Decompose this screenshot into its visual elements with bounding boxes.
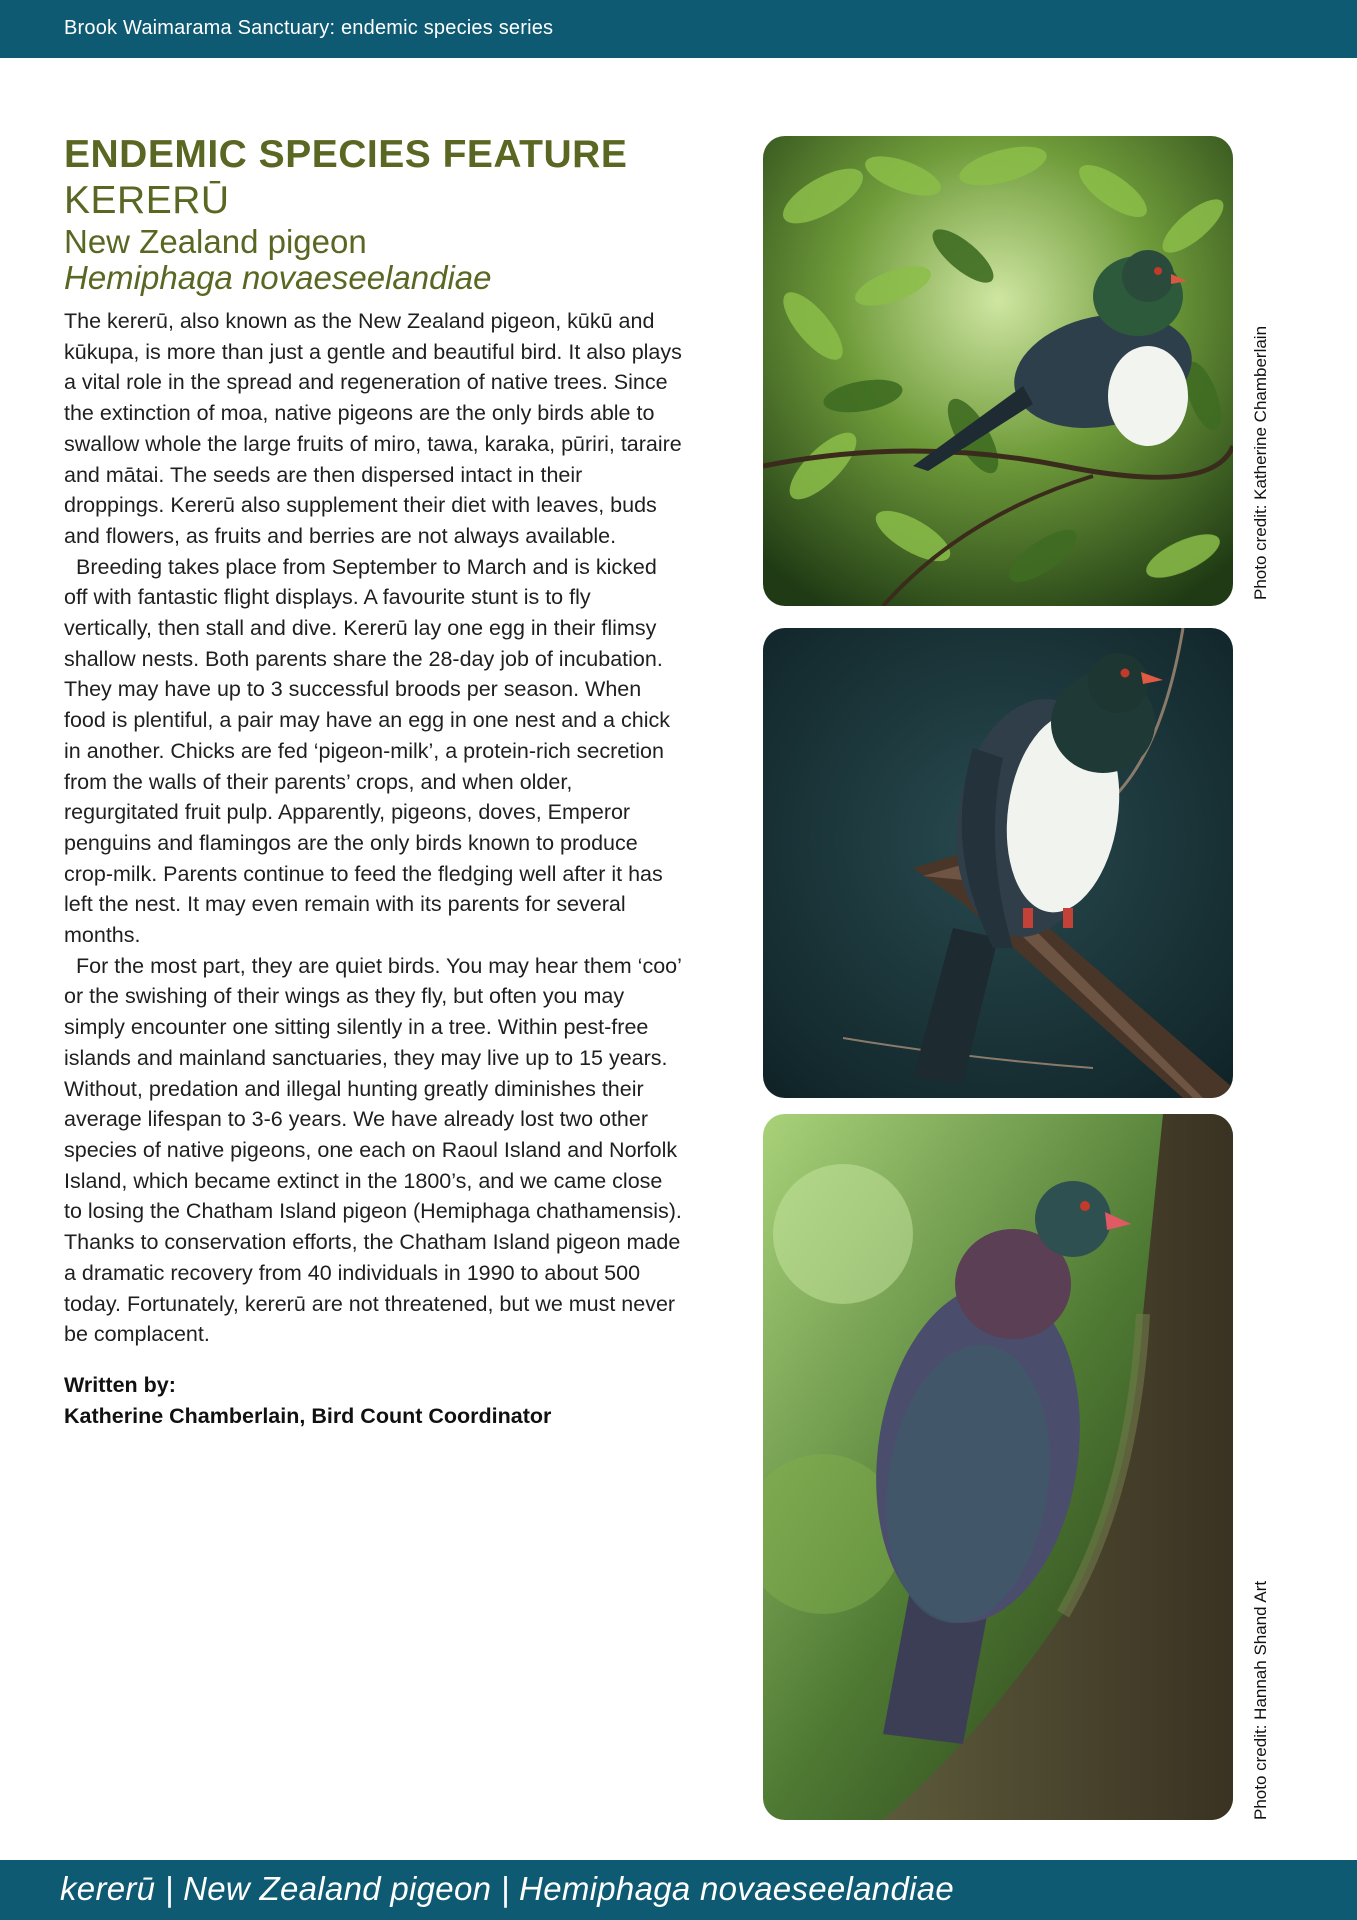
author-block	[64, 1370, 684, 1432]
paragraph-breeding: Breeding takes place from September to March and is kicked off with fantastic flight displays. A favourite stunt is to fly vertically, then stall and dive. Kererū lay one egg in their flimsy shallow nests. Both parents share the 28-day job of incubation. They may have up to 3 successful broods per season. When food is plentiful, a pair may have an egg in one nest and a chick in another. Chicks are fed ‘pigeon-milk’, a protein-rich secretion from the walls of their parents’ crops, and when older, regurgitated fruit pulp. Apparently, pigeons, doves, Emperor penguins and flamingos are the only birds known to produce crop-milk. Parents continue to feed the fledging well after it has left the nest. It may even remain with its parents for several months.	[64, 554, 670, 948]
photo-kereru-on-branch	[763, 628, 1233, 1098]
paragraph-diet: The kererū, also known as the New Zealand pigeon, kūkū and kūkupa, is more than just a gentle and beautiful bird. It also plays a vital role in the spread and regeneration of native trees. Since the extinction of moa, native pigeons are the only birds able to swallow whole the large fruits of miro, tawa, karaka, pūriri, taraire and mātai. The seeds are then dispersed intact in their droppings. Kererū also supplement their diet with leaves, buds and flowers, as fruits and berries are not always available.	[64, 309, 682, 548]
photo-kereru-in-tree	[763, 136, 1233, 606]
photo-credit-top: Photo credit: Katherine Chamberlain	[1251, 325, 1270, 600]
header-bar	[0, 0, 1357, 58]
footer-tagline: kererū | New Zealand pigeon | Hemiphaga novaeseelandiae	[60, 1870, 955, 1907]
article	[64, 132, 684, 1432]
species-name: KERERŪ	[64, 179, 230, 222]
photo-kereru-on-trunk	[763, 1114, 1233, 1820]
photo-credit-bottom: Photo credit: Hannah Shand Art	[1251, 1580, 1270, 1820]
scientific-name: Hemiphaga novaeseelandiae	[64, 259, 492, 296]
footer-bar	[0, 1860, 1357, 1920]
series-title: Brook Waimarama Sanctuary: endemic species series	[64, 17, 554, 39]
written-by-label: Written by:	[64, 1372, 176, 1397]
author-name: Katherine Chamberlain, Bird Count Coordinator	[64, 1403, 552, 1428]
feature-label: ENDEMIC SPECIES FEATURE	[64, 133, 628, 176]
common-name: New Zealand pigeon	[64, 223, 367, 260]
paragraph-conservation: For the most part, they are quiet birds. You may hear them ‘coo’ or the swishing of their wings as they fly, but often you may simply encounter one sitting silently in a tree. Within pest-free islands and mainland sanctuaries, they may live up to 15 years. Without, predation and illegal hunting greatly diminishes their average lifespan to 3-6 years. We have already lost two other species of native pigeons, one each on Raoul Island and Norfolk Island, which became extinct in the 1800’s, and we came close to losing the Chatham Island pigeon (Hemiphaga chathamensis). Thanks to conservation efforts, the Chatham Island pigeon made a dramatic recovery from 40 individuals in 1990 to about 500 today. Fortunately, kererū are not threatened, but we must never be complacent.	[64, 953, 682, 1347]
